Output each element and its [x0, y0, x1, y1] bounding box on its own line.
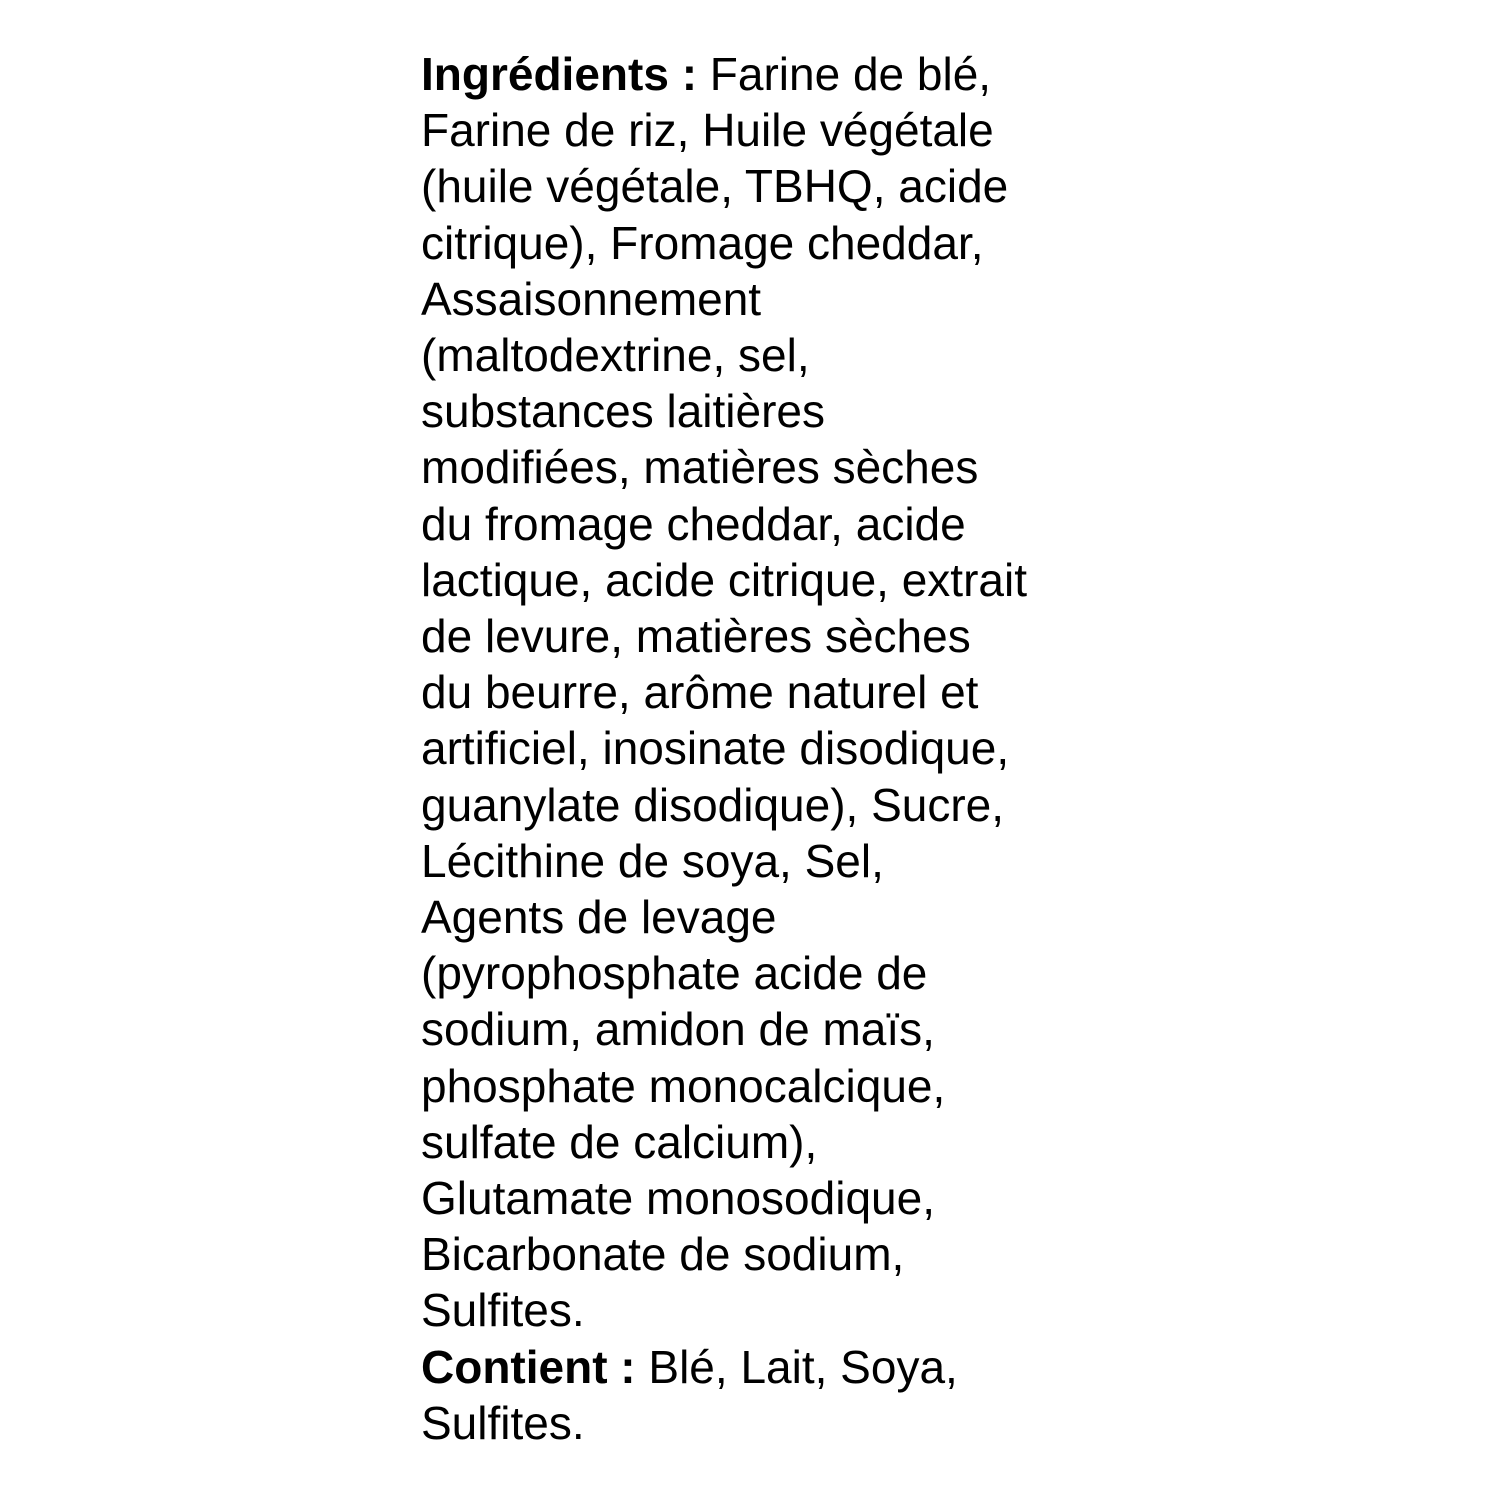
contains-first-line	[421, 1339, 1421, 1395]
ingredients-heading: Ingrédients :	[421, 48, 698, 100]
contains-first-line-text: Blé, Lait, Soya,	[635, 1340, 958, 1393]
ingredients-line: de levure, matières sèches	[421, 610, 971, 663]
ingredients-line: lactique, acide citrique, extrait	[421, 553, 1027, 606]
ingredients-line: Farine de riz, Huile végétale	[421, 104, 994, 157]
ingredients-line: phosphate monocalcique,	[421, 1059, 946, 1112]
ingredients-line: Bicarbonate de sodium,	[421, 1228, 905, 1281]
ingredients-line: modifiées, matières sèches	[421, 441, 979, 494]
ingredients-line: sulfate de calcium),	[421, 1115, 818, 1168]
ingredients-line: (pyrophosphate acide de	[421, 947, 928, 1000]
ingredients-line: artificiel, inosinate disodique,	[421, 722, 1010, 775]
ingredients-line: (huile végétale, TBHQ, acide	[421, 160, 1009, 213]
ingredients-line: (maltodextrine, sel,	[421, 329, 810, 382]
contains-heading: Contient :	[421, 1340, 636, 1393]
ingredients-line: du beurre, arôme naturel et	[421, 666, 979, 719]
ingredients-first-line	[421, 46, 1421, 102]
ingredients-line: citrique), Fromage cheddar,	[421, 216, 984, 269]
ingredients-line: Assaisonnement	[421, 272, 762, 325]
ingredients-line: Sulfites.	[421, 1284, 585, 1337]
ingredients-line: Glutamate monosodique,	[421, 1172, 935, 1225]
contains-line: Sulfites.	[421, 1396, 585, 1449]
ingredients-line: Lécithine de soya, Sel,	[421, 834, 884, 887]
ingredients-first-line-text: Farine de blé,	[697, 48, 992, 100]
ingredients-line: Agents de levage	[421, 891, 777, 944]
ingredient-label	[421, 46, 1421, 1451]
ingredients-line: guanylate disodique), Sucre,	[421, 778, 1005, 831]
ingredients-line: sodium, amidon de maïs,	[421, 1003, 935, 1056]
ingredients-line: substances laitières	[421, 385, 825, 438]
ingredients-line: du fromage cheddar, acide	[421, 497, 966, 550]
